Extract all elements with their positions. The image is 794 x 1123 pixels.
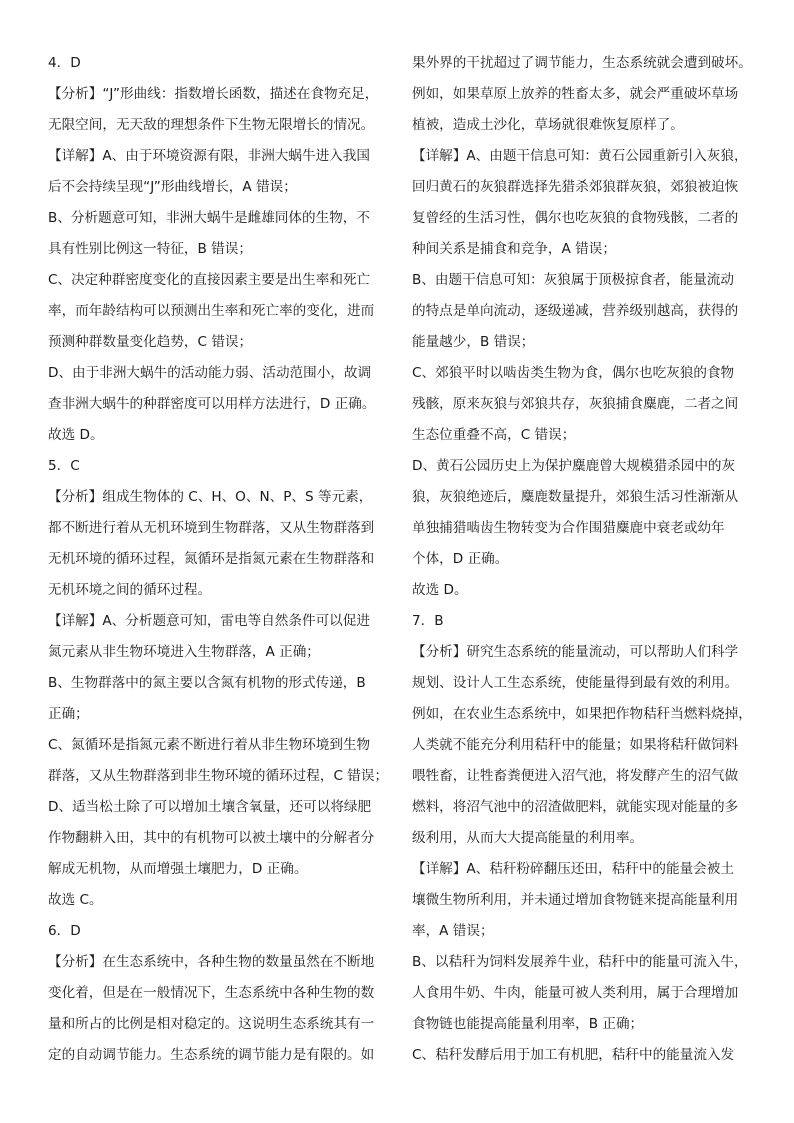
text-line: 例如，在农业生态系统中，如果把作物秸秆当燃料烧掉， (412, 706, 752, 722)
text-line: C、氮循环是指氮元素不断进行着从非生物环境到生物 (48, 737, 371, 753)
text-line: 能量越少，B 错误； (412, 334, 535, 350)
text-line: D、由于非洲大蜗牛的活动能力弱、活动范围小，故调 (48, 365, 372, 381)
text-line: D、黄石公园历史上为保护麋鹿曾大规模猎杀园中的灰 (412, 458, 736, 474)
text-line: 回归黄石的灰狼群选择先猎杀郊狼群灰狼，郊狼被迫恢 (412, 179, 739, 195)
text-line: 4．D (48, 55, 81, 71)
text-line: 食物链也能提高能量利用率，B 正确； (412, 1016, 644, 1032)
text-line: C、郊狼平时以啮齿类生物为食，偶尔也吃灰狼的食物 (412, 365, 735, 381)
text-line: 【详解】A、由于环境资源有限，非洲大蜗牛进入我国 (48, 148, 370, 164)
text-line: 变化着，但是在一般情况下，生态系统中各种生物的数 (48, 985, 375, 1001)
text-line: 率，而年龄结构可以预测出生率和死亡率的变化，进而 (48, 303, 375, 319)
text-line: C、决定种群密度变化的直接因素主要是出生率和死亡 (48, 272, 371, 288)
text-line: 【分析】研究生态系统的能量流动，可以帮助人们科学 (412, 644, 739, 660)
text-line: 5．C (48, 458, 80, 474)
text-line: 故选 D。 (412, 582, 468, 598)
text-line: 例如，如果草原上放养的牲畜太多，就会严重破坏草场 (412, 86, 739, 102)
text-line: 种间关系是捕食和竞争，A 错误； (412, 241, 616, 257)
text-line: 查非洲大蜗牛的种群密度可以用样方法进行，D 正确。 (48, 396, 376, 412)
text-line: 燃料，将沼气池中的沼渣做肥料，就能实现对能量的多 (412, 799, 739, 815)
text-line: 故选 C。 (48, 892, 103, 908)
text-line: B、由题干信息可知：灰狼属于顶极掠食者，能量流动 (412, 272, 734, 288)
text-line: B、分析题意可知，非洲大蜗牛是雌雄同体的生物，不 (48, 210, 370, 226)
text-line: 【分析】在生态系统中，各种生物的数量虽然在不断地 (48, 954, 375, 970)
text-line: C、秸秆发酵后用于加工有机肥，秸秆中的能量流入发 (412, 1047, 735, 1063)
text-line: 单独捕猎啮齿生物转变为合作围猎麋鹿中衰老或幼年 (412, 520, 725, 536)
text-line: 具有性别比例这一特征，B 错误； (48, 241, 252, 257)
text-line: 个体，D 正确。 (412, 551, 509, 567)
text-line: 故选 D。 (48, 427, 104, 443)
text-line: D、适当松土除了可以增加土壤含氧量，还可以将绿肥 (48, 799, 372, 815)
text-line: 植被，造成土沙化，草场就很难恢复原样了。 (412, 117, 684, 133)
text-line: 6．D (48, 923, 81, 939)
text-line: 人类就不能充分利用秸秆中的能量；如果将秸秆做饲料 (412, 737, 739, 753)
text-line: B、以秸秆为饲料发展养牛业，秸秆中的能量可流入牛， (412, 954, 748, 970)
text-line: 生态位重叠不高，C 错误； (412, 427, 576, 443)
text-line: 预测种群数量变化趋势，C 错误； (48, 334, 253, 350)
text-line: 无机环境之间的循环过程。 (48, 582, 212, 598)
text-line: 果外界的干扰超过了调节能力，生态系统就会遭到破坏。 (412, 55, 752, 71)
text-line: 都不断进行着从无机环境到生物群落，又从生物群落到 (48, 520, 375, 536)
text-line: 喂牲畜，让牲畜粪便进入沼气池，将发酵产生的沼气做 (412, 768, 739, 784)
text-line: B、生物群落中的氮主要以含氮有机物的形式传递，B (48, 675, 366, 691)
text-line: 狼，灰狼绝迹后，麋鹿数量提升，郊狼生活习性渐渐从 (412, 489, 739, 505)
text-line: 壤微生物所利用，并未通过增加食物链来提高能量利用 (412, 892, 739, 908)
text-line: 无限空间，无天敌的理想条件下生物无限增长的情况。 (48, 117, 375, 133)
text-line: 定的自动调节能力。生态系统的调节能力是有限的。如 (48, 1047, 375, 1063)
text-line: 率，A 错误； (412, 923, 494, 939)
text-line: 解成无机物，从而增强土壤肥力，D 正确。 (48, 861, 308, 877)
text-line: 的特点是单向流动，逐级递减，营养级别越高，获得的 (412, 303, 739, 319)
text-line: 群落，又从生物群落到非生物环境的循环过程，C 错误； (48, 768, 389, 784)
text-line: 作物翻耕入田，其中的有机物可以被土壤中的分解者分 (48, 830, 375, 846)
text-line: 氮元素从非生物环境进入生物群落，A 正确； (48, 644, 320, 660)
text-line: 级利用，从而大大提高能量的利用率。 (412, 830, 644, 846)
text-line: 后不会持续呈现“J”形曲线增长，A 错误； (48, 179, 297, 195)
text-line: 【详解】A、秸秆粉碎翻压还田，秸秆中的能量会被土 (412, 861, 734, 877)
text-line: 规划、设计人工生态系统，使能量得到最有效的利用。 (412, 675, 739, 691)
left-column (48, 48, 398, 1071)
text-line: 复曾经的生活习性，偶尔也吃灰狼的食物残骸，二者的 (412, 210, 739, 226)
text-line: 【分析】“J”形曲线：指数增长函数，描述在食物充足， (48, 86, 379, 102)
text-line: 7．B (412, 613, 444, 629)
text-line: 【详解】A、分析题意可知，雷电等自然条件可以促进 (48, 613, 370, 629)
text-line: 人食用牛奶、牛肉，能量可被人类利用，属于合理增加 (412, 985, 739, 1001)
text-line: 无机环境的循环过程，氮循环是指氮元素在生物群落和 (48, 551, 375, 567)
text-line: 量和所占的比例是相对稳定的。这说明生态系统其有一 (48, 1016, 375, 1032)
right-column (412, 48, 762, 1071)
text-line: 【详解】A、由题干信息可知：黄石公园重新引入灰狼， (412, 148, 748, 164)
text-line: 残骸，原来灰狼与郊狼共存，灰狼捕食麋鹿，二者之间 (412, 396, 739, 412)
text-line: 正确； (48, 706, 89, 722)
text-line: 【分析】组成生物体的 C、H、O、N、P、S 等元素， (48, 489, 373, 505)
